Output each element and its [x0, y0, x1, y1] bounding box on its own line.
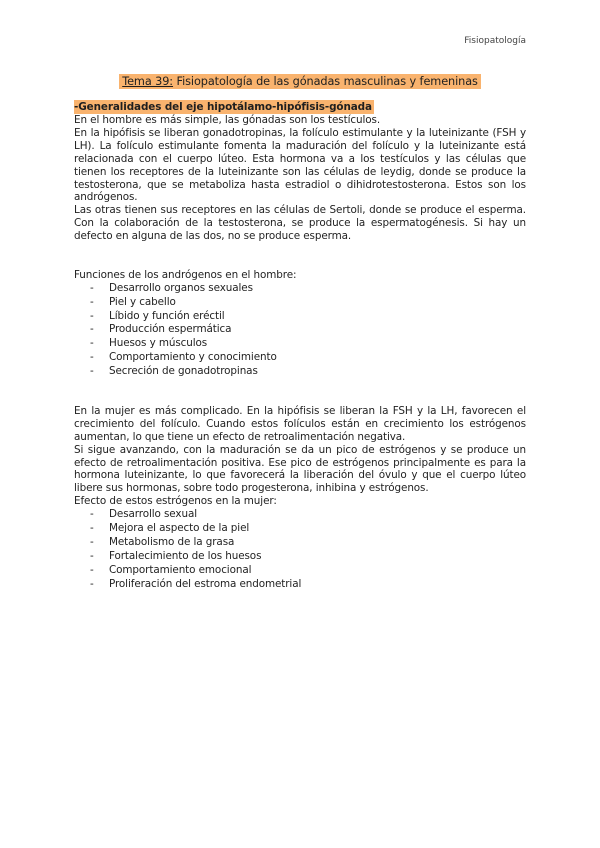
paragraph: En el hombre es más simple, las gónadas son los testículos. [74, 114, 381, 126]
list-item: - Proliferación del estroma endometrial [90, 578, 526, 592]
androgen-functions-list [74, 282, 526, 379]
title-prefix: Tema 39: [122, 75, 174, 88]
list-item: - Piel y cabello [90, 296, 526, 310]
paragraph: Si sigue avanzando, con la maduración se da un pico de estrógenos y se produce un efecto de retroalimentación positiva. Ese pico de estrógenos principalmente es para la hormona luteinizante, lo que favorecerá la liberación del óvulo y que el cuerpo lúteo libere sus hormonas, sobre todo progesterona, inhibina y estrógenos. [74, 443, 526, 495]
list-item: - Mejora el aspecto de la piel [90, 522, 526, 536]
paragraph: Las otras tienen sus receptores en las células de Sertoli, donde se produce el esperma. Con la colaboración de la testosterona, se produce la espermatogénesis. Si hay un defecto en alguna de las dos, no se produce esperma. [74, 204, 526, 243]
title-text: Fisiopatología de las gónadas masculinas y femeninas [173, 75, 478, 88]
header-subject: Fisiopatología [464, 36, 526, 46]
list-item: - Metabolismo de la grasa [90, 536, 526, 550]
list-item: - Secreción de gonadotropinas [90, 365, 526, 379]
list-item: - Fortalecimiento de los huesos [90, 550, 526, 564]
list-item: - Comportamiento y conocimiento [90, 351, 526, 365]
list-item: - Comportamiento emocional [90, 564, 526, 578]
list-item: - Producción espermática [90, 323, 526, 337]
document-body [74, 100, 526, 592]
list-item: - Desarrollo organos sexuales [90, 282, 526, 296]
list-item: - Líbido y función eréctil [90, 310, 526, 324]
paragraph: En la hipófisis se liberan gonadotropinas, la folículo estimulante y la luteinizante (FSH y LH). La folículo estimulante fomenta la maduración del folículo y la luteinizante está relacionada con el cuerpo lúteo. Esta hormona va a los testículos y las células que tienen los receptores de la luteinizante son las células de leydig, donde se produce la testosterona, que se metaboliza hasta estradiol o dihidrotestosterona. Estos son los andrógenos. [74, 126, 526, 204]
title-container [0, 70, 600, 89]
estrogen-effects-list [74, 508, 526, 591]
section-heading: -Generalidades del eje hipotálamo-hipófisis-gónada [74, 101, 372, 113]
paragraph: En la mujer es más complicado. En la hipófisis se liberan la FSH y la LH, favorecen el crecimiento del folículo. Cuando estos folículos están en crecimiento los estrógenos aumentan, lo que tiene un efecto de retroalimentación negativa. [74, 404, 526, 443]
page-title [119, 74, 481, 89]
list-intro: Funciones de los andrógenos en el hombre: [74, 268, 297, 281]
list-item: - Huesos y músculos [90, 337, 526, 351]
list-item: - Desarrollo sexual [90, 508, 526, 522]
list-intro: Efecto de estos estrógenos en la mujer: [74, 495, 277, 508]
